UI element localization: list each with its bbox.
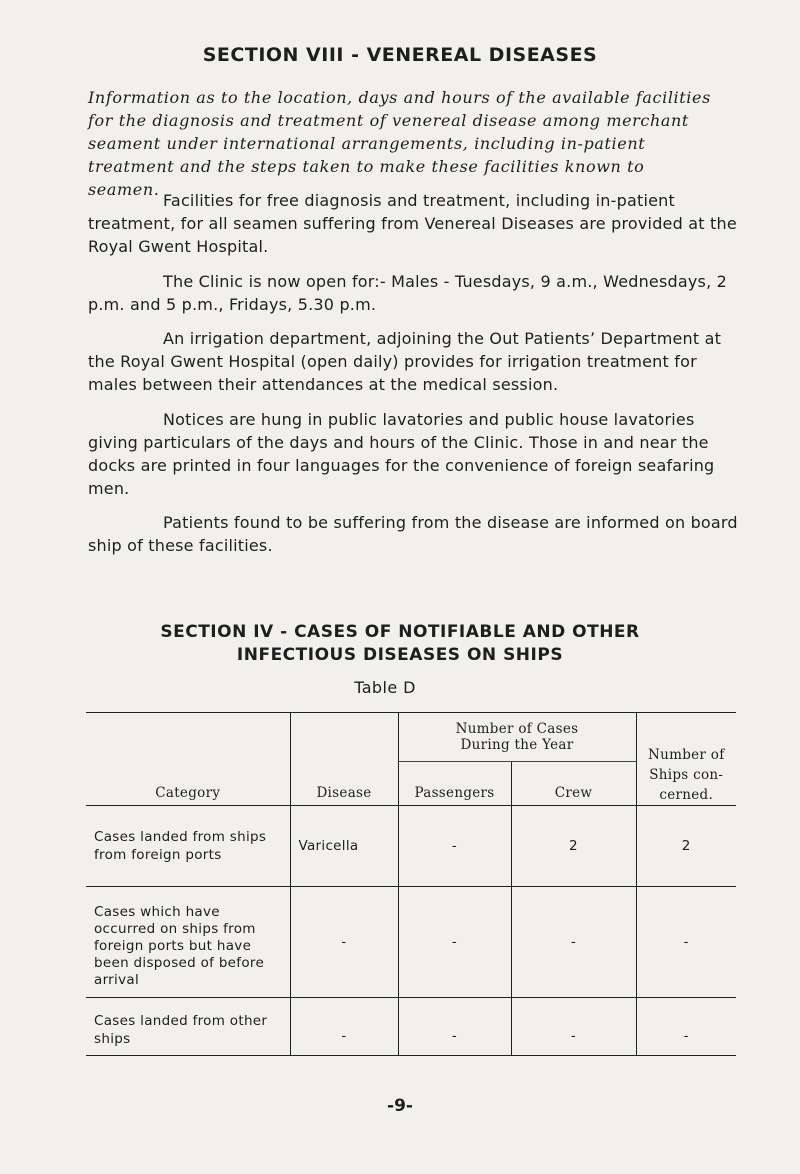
row-ships: -	[636, 998, 736, 1056]
row-disease: -	[290, 887, 398, 998]
body-paragraph-5	[88, 511, 738, 557]
paragraph-text: Patients found to be suffering from the disease are informed on board ship of these facilities.	[88, 513, 738, 555]
row-category: Cases which have occurred on ships from foreign ports but have been disposed of before arrival	[86, 887, 290, 998]
row-passengers: -	[398, 998, 511, 1056]
header-number-of-ships: Number of Ships con- cerned.	[636, 713, 736, 806]
table-row	[86, 806, 736, 887]
body-paragraph-2	[88, 270, 738, 316]
page-number: -9-	[387, 1096, 413, 1116]
section-4-title-line-2: INFECTIOUS DISEASES ON SHIPS	[236, 645, 564, 665]
row-ships: 2	[636, 806, 736, 887]
row-ships: -	[636, 887, 736, 998]
row-disease: Varicella	[290, 806, 398, 887]
row-category: Cases landed from ships from foreign ports	[86, 806, 290, 887]
row-category: Cases landed from other ships	[86, 998, 290, 1056]
header-category: Category	[86, 713, 290, 806]
header-number-of-cases: Number of Cases During the Year	[398, 713, 636, 762]
section-8-title: SECTION VIII - VENEREAL DISEASES	[202, 44, 598, 66]
header-crew: Crew	[511, 761, 636, 805]
row-crew: -	[511, 887, 636, 998]
section-8-intro: Information as to the location, days and hours of the available facilities for the diagnosis and treatment of venereal disease among merchant seament under international arrangements, including in-patient treatment and the steps taken to make these facilities known to seamen.	[88, 88, 711, 199]
row-crew: -	[511, 998, 636, 1056]
header-passengers: Passengers	[398, 761, 511, 805]
row-disease: -	[290, 998, 398, 1056]
table-row	[86, 887, 736, 998]
table-header-row-1	[86, 713, 736, 762]
body-paragraph-1	[88, 189, 738, 258]
section-4-title-line-1: SECTION IV - CASES OF NOTIFIABLE AND OTHER	[160, 622, 640, 642]
table-row	[86, 998, 736, 1056]
paragraph-text: An irrigation department, adjoining the Out Patients’ Department at the Royal Gwent Hospital (open daily) provides for irrigation treatment for males between their attendances at the medical session.	[88, 329, 722, 394]
table-label: Table D	[354, 678, 416, 697]
row-passengers: -	[398, 806, 511, 887]
table-d	[86, 712, 736, 1056]
paragraph-text: The Clinic is now open for:- Males - Tuesdays, 9 a.m., Wednesdays, 2 p.m. and 5 p.m., Fridays, 5.30 p.m.	[88, 272, 728, 314]
row-crew: 2	[511, 806, 636, 887]
paragraph-text: Facilities for free diagnosis and treatment, including in-patient treatment, for all seamen suffering from Venereal Diseases are provided at the Royal Gwent Hospital.	[88, 191, 737, 256]
row-passengers: -	[398, 887, 511, 998]
body-paragraph-4	[88, 408, 738, 500]
paragraph-text: Notices are hung in public lavatories and public house lavatories giving particulars of the days and hours of the Clinic. Those in and near the docks are printed in four languages for the convenience of foreign seafaring men.	[88, 410, 715, 498]
body-paragraph-3	[88, 327, 738, 396]
header-disease: Disease	[290, 713, 398, 806]
